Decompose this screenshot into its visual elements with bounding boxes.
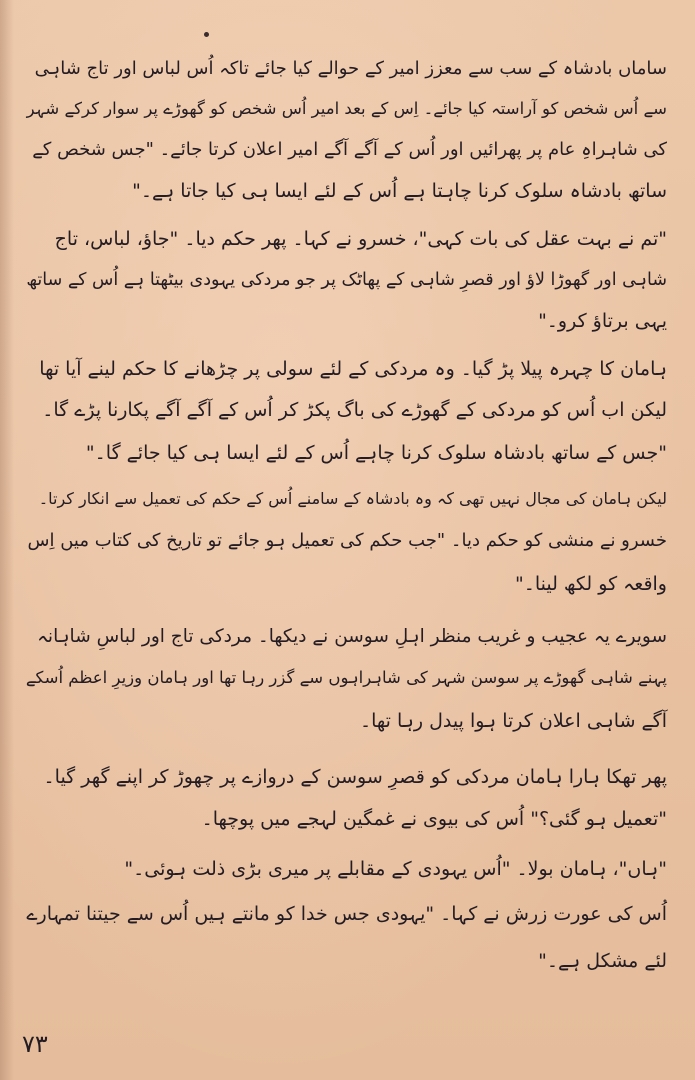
text-line: ہامان کا چہرہ پیلا پڑ گیا۔ وہ مردکی کے لئے سولی پر چڑھانے کا حکم لینے آیا تھا — [39, 358, 667, 380]
text-line: اُس کی عورت زرش نے کہا۔ "یہودی جس خدا کو مانتے ہیں اُس سے جیتنا تمہارے — [26, 903, 667, 925]
text-line: "تعمیل ہو گئی؟" اُس کی بیوی نے غمگین لہجے میں پوچھا۔ — [201, 808, 667, 830]
text-line: لئے مشکل ہے۔" — [538, 950, 667, 972]
text-line: آگے شاہی اعلان کرتا ہوا پیدل رہا تھا۔ — [359, 710, 667, 732]
text-line: سویرے یہ عجیب و غریب منظر اہلِ سوسن نے دیکھا۔ مردکی تاج اور لباسِ شاہانہ — [37, 626, 667, 647]
text-line: سے اُس شخص کو آراستہ کیا جائے۔ اِس کے بعد امیر اُس شخص کو گھوڑے پر سوار کرکے شہر — [26, 99, 667, 118]
text-line: واقعہ کو لکھ لینا۔" — [514, 573, 667, 595]
text-line: خسرو نے منشی کو حکم دیا۔ "جب حکم کی تعمیل ہو جائے تو تاریخ کی کتاب میں اِس — [27, 530, 667, 551]
text-line: "جس کے ساتھ بادشاہ سلوک کرنا چاہے اُس کے لئے ایسا ہی کیا جائے گا۔" — [85, 442, 667, 464]
text-line: ساماں بادشاہ کے سب سے معزز امیر کے حوالے کیا جائے تاکہ اُس لباس اور تاج شاہی — [34, 58, 667, 79]
text-line: لیکن اب اُس کو مردکی کے گھوڑے کی باگ پکڑ کر اُس کے آگے آگے پکارنا پڑے گا۔ — [42, 399, 667, 421]
text-line: ساتھ بادشاہ سلوک کرنا چاہتا ہے اُس کے لئے ایسا ہی کیا جاتا ہے۔" — [132, 180, 667, 202]
text-line: کی شاہراہِ عام پر پھرائیں اور اُس کے آگے آگے امیر اعلان کرتا جائے۔ "جس شخص کے — [32, 139, 667, 160]
text-line: "تم نے بہت عقل کی بات کہی"، خسرو نے کہا۔ پھر حکم دیا۔ "جاؤ، لباس، تاج — [54, 228, 667, 250]
text-line: پھر تھکا ہارا ہامان مردکی کو قصرِ سوسن کے دروازے پر چھوڑ کر اپنے گھر گیا۔ — [43, 766, 667, 788]
text-line: لیکن ہامان کی مجال نہیں تھی کہ وہ بادشاہ کے سامنے اُس کے حکم کی تعمیل سے انکار کرتا۔ — [38, 489, 667, 508]
text-line: یہی برتاؤ کرو۔" — [538, 310, 667, 332]
text-line: "ہاں"، ہامان بولا۔ "اُس یہودی کے مقابلے پر میری بڑی ذلت ہوئی۔" — [124, 858, 667, 880]
text-line: شاہی اور گھوڑا لاؤ اور قصرِ شاہی کے پھاٹک پر جو مردکی یہودی بیٹھتا ہے اُس کے ساتھ — [26, 270, 667, 290]
page-number: ۷۳ — [22, 1030, 48, 1058]
ink-speck — [204, 32, 209, 37]
text-line: پہنے شاہی گھوڑے پر سوسن شہر کی شاہراہوں سے گزر رہا تھا اور ہامان وزیرِ اعظم اُسکے — [25, 668, 667, 687]
